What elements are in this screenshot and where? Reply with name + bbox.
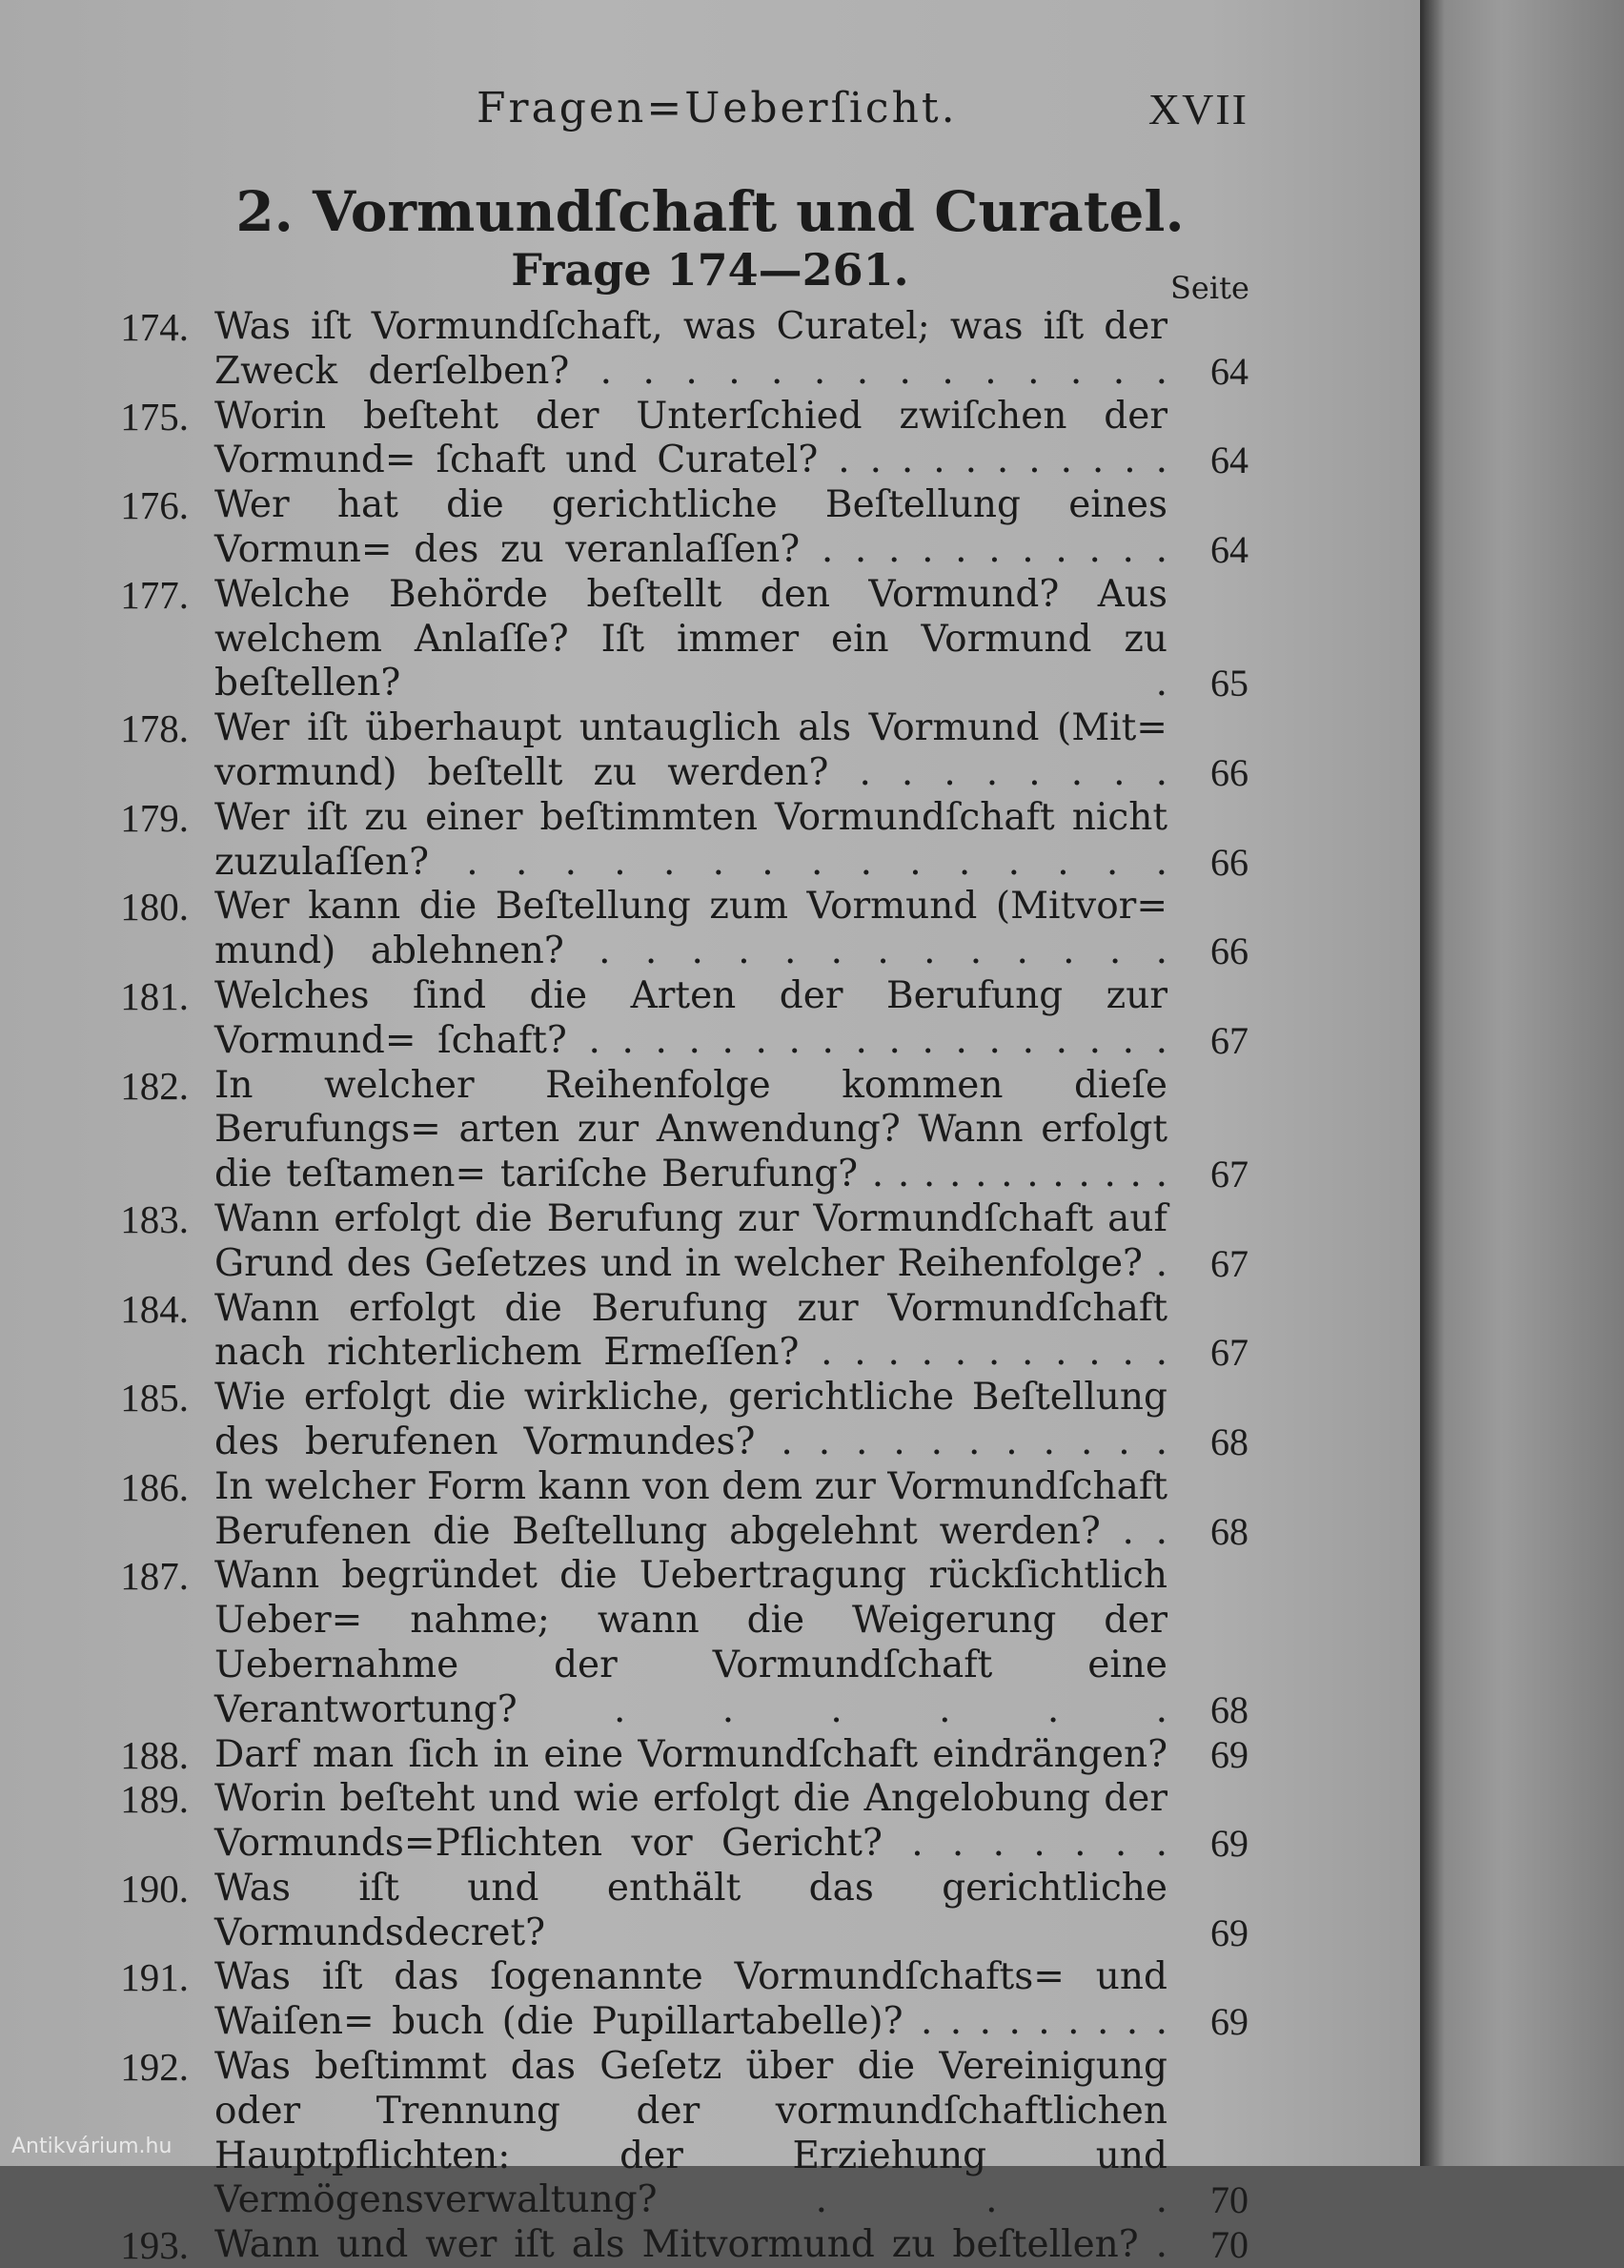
section-subtitle: Frage 174—261. [511, 244, 909, 296]
question-entry [105, 573, 1248, 706]
question-entry [105, 974, 1248, 1064]
question-page-ref: 64 [1210, 527, 1248, 571]
question-number: 177. [120, 572, 189, 617]
question-number: 192. [120, 2045, 189, 2090]
question-page-ref: 67 [1210, 1018, 1248, 1062]
question-page-ref: 67 [1210, 1241, 1248, 1285]
question-entry [105, 1064, 1248, 1197]
question-entry [105, 2045, 1248, 2223]
question-number: 179. [120, 795, 189, 840]
question-page-ref: 70 [1210, 2223, 1248, 2267]
question-number: 182. [120, 1063, 189, 1108]
question-entry [105, 1867, 1248, 1956]
question-text: Wie erfolgt die wirkliche, gerichtliche Beſtellung des berufenen Vormundes? . . . . . . . . . . . [214, 1376, 1167, 1463]
question-page-ref: 66 [1210, 840, 1248, 884]
question-entry [105, 1376, 1248, 1465]
question-text: Wer iſt zu einer beſtimmten Vormundſchaft nicht zuzulaſſen? . . . . . . . . . . . . . . . [214, 795, 1167, 884]
question-page-ref: 68 [1210, 1687, 1248, 1731]
question-number: 175. [120, 394, 189, 439]
question-entry [105, 483, 1248, 573]
question-entry [105, 1777, 1248, 1867]
question-number: 176. [120, 483, 189, 528]
question-text: Was iſt und enthält das gerichtliche Vormundsdecret? [214, 1866, 1167, 1954]
question-page-ref: 68 [1210, 1420, 1248, 1463]
question-entry [105, 885, 1248, 974]
question-page-ref: 69 [1210, 1910, 1248, 1954]
question-list [105, 305, 1248, 2268]
question-text: Welche Behörde beſtellt den Vormund? Aus welchem Anlaſſe? Iſt immer ein Vormund zu beſtellen? . [214, 572, 1167, 705]
question-page-ref: 69 [1210, 1822, 1248, 1866]
question-number: 188. [120, 1732, 189, 1777]
question-number: 183. [120, 1196, 189, 1241]
question-entry [105, 395, 1248, 484]
question-text: In welcher Form kann von dem zur Vormundſchaft Berufenen die Beſtellung abgelehnt werden? . . [214, 1464, 1167, 1553]
question-page-ref: 64 [1210, 349, 1248, 393]
question-entry [105, 1287, 1248, 1377]
question-text: In welcher Reihenfolge kommen dieſe Berufungs= arten zur Anwendung? Wann erfolgt die teſtamen= tariſche Berufung? . . . . . . . . . . . . [214, 1063, 1167, 1196]
watermark: Antikvárium.hu [11, 2135, 173, 2158]
question-number: 187. [120, 1554, 189, 1599]
question-text: Was iſt das ſogenannte Vormundſchafts= und Waiſen= buch (die Pupillartabelle)? . . . . . . . . . [214, 1955, 1167, 2044]
question-entry [105, 1733, 1248, 1778]
question-text: Wann erfolgt die Berufung zur Vormundſchaft auf Grund des Geſetzes und in welcher Reihenfolge? . [214, 1196, 1167, 1285]
page-column-label: Seite [1170, 270, 1249, 306]
question-number: 178. [120, 706, 189, 751]
question-entry [105, 1554, 1248, 1732]
question-page-ref: 70 [1210, 2178, 1248, 2222]
question-page-ref: 69 [1210, 1732, 1248, 1776]
question-text: Wer iſt überhaupt untauglich als Vormund (Mit= vormund) beſtellt zu werden? . . . . . . . . [214, 706, 1167, 794]
question-page-ref: 67 [1210, 1153, 1248, 1196]
question-page-ref: 66 [1210, 930, 1248, 973]
book-gutter [1420, 0, 1624, 2166]
question-number: 181. [120, 973, 189, 1018]
question-number: 180. [120, 885, 189, 930]
question-text: Darf man ſich in eine Vormundſchaft eindrängen? [214, 1732, 1167, 1776]
question-text: Wann und wer iſt als Mitvormund zu beſtellen? . [214, 2223, 1167, 2267]
question-number: 189. [120, 1777, 189, 1822]
question-page-ref: 69 [1210, 2000, 1248, 2044]
question-entry [105, 1465, 1248, 1555]
question-text: Was iſt Vormundſchaft, was Curatel; was iſt der Zweck derſelben? . . . . . . . . . . . . . . [214, 305, 1167, 393]
running-title: Fragen=Ueberſicht. [477, 84, 958, 133]
question-text: Wer kann die Beſtellung zum Vormund (Mitvor= mund) ablehnen? . . . . . . . . . . . . . [214, 885, 1167, 973]
question-number: 174. [120, 305, 189, 349]
question-number: 191. [120, 1955, 189, 2000]
question-text: Worin beſteht und wie erfolgt die Angelobung der Vormunds=Pflichten vor Gericht? . . . . . . . [214, 1777, 1167, 1866]
running-header [105, 84, 1248, 141]
question-number: 185. [120, 1376, 189, 1420]
question-number: 193. [120, 2223, 189, 2268]
question-entry [105, 305, 1248, 395]
question-page-ref: 66 [1210, 750, 1248, 794]
question-page-ref: 64 [1210, 439, 1248, 482]
question-number: 184. [120, 1286, 189, 1331]
question-entry [105, 2223, 1248, 2268]
question-text: Wer hat die gerichtliche Beſtellung eines Vormun= des zu veranlaſſen? . . . . . . . . . . . [214, 483, 1167, 571]
question-page-ref: 67 [1210, 1331, 1248, 1375]
question-text: Wann begründet die Uebertragung rückſichtlich Ueber= nahme; wann die Weigerung der Uebernahme der Vormundſchaft eine Verantwortung? . . . . . . [214, 1554, 1167, 1731]
question-entry [105, 796, 1248, 886]
question-number: 186. [120, 1464, 189, 1509]
question-entry [105, 706, 1248, 796]
question-entry [105, 1197, 1248, 1287]
question-entry [105, 1955, 1248, 2045]
question-text: Was beſtimmt das Geſetz über die Vereinigung oder Trennung der vormundſchaftlichen Hauptpflichten: der Erziehung und Vermögensverwaltung? . . . [214, 2045, 1167, 2222]
section-title: 2. Vormundſchaft und Curatel. [235, 179, 1185, 244]
question-text: Welches ſind die Arten der Berufung zur Vormund= ſchaft? . . . . . . . . . . . . . . . . . . [214, 973, 1167, 1062]
question-page-ref: 65 [1210, 662, 1248, 705]
question-text: Wann erfolgt die Berufung zur Vormundſchaft nach richterlichem Ermeſſen? . . . . . . . . . . . [214, 1286, 1167, 1375]
question-text: Worin beſteht der Unterſchied zwiſchen der Vormund= ſchaft und Curatel? . . . . . . . . . . . [214, 394, 1167, 482]
question-number: 190. [120, 1866, 189, 1910]
question-page-ref: 68 [1210, 1509, 1248, 1553]
page-number: XVII [1147, 85, 1248, 133]
